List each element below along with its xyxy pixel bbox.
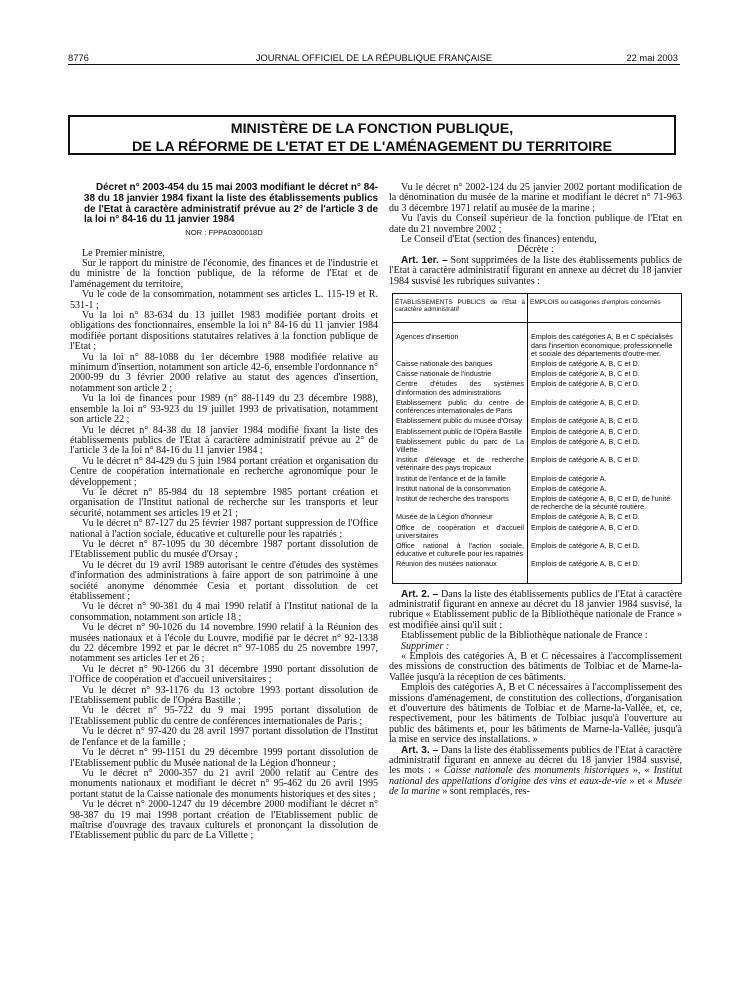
ministry-line-1: MINISTÈRE DE LA FONCTION PUBLIQUE, bbox=[230, 121, 514, 137]
article-2-supprimer: Supprimer : bbox=[401, 640, 450, 652]
table-row bbox=[393, 559, 682, 583]
body-paragraph: Vu le décret n° 84-38 du 18 janvier 1984 modifié fixant la liste des établissements publics de l'Etat à caractère administratif prévue au 2° de l'article 3 de la loi n° 84-16 du 11 janvier 1984 ; bbox=[70, 424, 378, 457]
establishment-cell: Institut d'élevage et de recherche vétérinaire des pays tropicaux bbox=[393, 455, 528, 473]
article-3-text-end: » sont remplacés, res- bbox=[442, 786, 530, 798]
article-2-quote-1: « Emplois des catégories A, B et C nécessaires à l'accomplissement des missions de construction des bâtiments de Tolbiac et de Marne-la-Vallée jusqu'à la réception de ces bâtiments. bbox=[389, 650, 682, 683]
body-paragraph: Vu le décret n° 95-722 du 9 mai 1995 portant dissolution de l'Etablissement public du centre de conférences internationales de Paris ; bbox=[70, 705, 378, 727]
jobs-cell: Emplois de catégorie A. bbox=[528, 484, 682, 494]
body-paragraph: Vu le décret n° 99-1151 du 29 décembre 1999 portant dissolution de l'Etablissement public du Musée national de la Légion d'honneur ; bbox=[70, 747, 378, 769]
header-rule bbox=[68, 64, 680, 65]
table-row bbox=[393, 379, 682, 397]
page-number: 8776 bbox=[68, 52, 89, 63]
body-paragraph: Le Premier ministre, bbox=[82, 247, 165, 259]
left-column bbox=[70, 183, 378, 842]
body-paragraph: Vu le décret n° 87-1095 du 30 décembre 1987 portant dissolution de l'Etablissement public du musée d'Orsay ; bbox=[70, 538, 378, 561]
table-row bbox=[393, 541, 682, 559]
jobs-cell: Emplois de catégorie A, B, C et D. bbox=[528, 427, 682, 437]
body-paragraph: Vu le décret n° 90-1026 du 14 novembre 1990 relatif à la Réunion des musées nationaux et à l'école du Louvre, modifié par le décret n° 92-1338 du 22 décembre 1992 et par le décret n° 97-1085 du 25 novembre 1997, notamment ses articles 1er et 26 ; bbox=[70, 622, 378, 665]
establishment-cell: Caisse nationale de l'industrie bbox=[393, 369, 528, 379]
table-row bbox=[393, 359, 682, 369]
establishment-cell: Etablissement public de l'Opéra Bastille bbox=[393, 427, 528, 437]
jobs-cell: Emplois de catégorie A, B, C et D. bbox=[528, 455, 682, 473]
jobs-cell: Emplois de catégorie A, B, C et D. bbox=[528, 379, 682, 397]
nor-reference: NOR : FPPA0300018D bbox=[185, 228, 263, 238]
article-3-label: Art. 3. – bbox=[401, 744, 439, 756]
table-row bbox=[393, 416, 682, 426]
body-paragraph: Vu le décret n° 84-429 du 5 juin 1984 portant création et organisation du Centre de coopération internationale en recherche agronomique pour le développement ; bbox=[70, 455, 378, 488]
article-3-italic-3: Musée de la marine bbox=[389, 775, 683, 798]
body-paragraph: Vu le décret du 19 avril 1989 autorisant le centre d'études des systèmes d'information des administrations à faire apport de son patrimoine à une société anonyme dénommée Cesia et portant dissolution de cet établissement ; bbox=[70, 559, 378, 602]
body-paragraph: Vu l'avis du Conseil supérieur de la fonction publique de l'Etat en date du 21 novembre 2002 ; bbox=[389, 213, 682, 235]
establishment-cell: Institut de l'enfance et de la famille bbox=[393, 474, 528, 484]
body-paragraph: Vu la loi de finances pour 1989 (n° 88-1149 du 23 décembre 1988), ensemble la loi n° 93-923 du 19 juillet 1993 de privatisation, notamment son article 22 ; bbox=[70, 393, 378, 426]
jobs-cell: Emplois de catégorie A, B, C et D. bbox=[528, 369, 682, 379]
body-paragraph: Vu le décret n° 2000-1247 du 19 décembre 2000 modifiant le décret n° 98-387 du 19 mai 1998 portant création de l'Etablissement public de maîtrise d'ouvrage des travaux culturels et prononçant la dissolution de l'Etablissement public du parc de La Villette ; bbox=[70, 799, 378, 842]
jobs-cell: Emplois de catégorie A, B, C et D. bbox=[528, 398, 682, 416]
body-paragraph: Vu le décret n° 87-127 du 25 février 1987 portant suppression de l'Office national à l'action sociale, éducative et culturelle pour les rapatriés ; bbox=[70, 518, 378, 540]
article-3 bbox=[389, 746, 682, 798]
table-row bbox=[393, 398, 682, 416]
table-row bbox=[393, 494, 682, 512]
jobs-cell: Emplois de catégorie A, B, C et D. bbox=[528, 437, 682, 455]
establishment-cell: Agences d'insertion bbox=[393, 323, 528, 359]
table-header-jobs: EMPLOIS ou catégories d'emplois concernés bbox=[528, 294, 682, 323]
article-3-mid-2: » et « bbox=[629, 775, 653, 787]
journal-title: JOURNAL OFFICIEL DE LA RÉPUBLIQUE FRANÇAISE bbox=[255, 52, 493, 63]
establishment-cell: Musée de la Légion d'honneur bbox=[393, 512, 528, 522]
body-paragraph: Vu la loi n° 88-1088 du 1er décembre 1988 modifiée relative au minimum d'insertion, notamment son article 42-6, ensemble l'ordonnance n° 2000-99 du 3 février 2000 relative au statut des agences d'insertion, notamment son article 2 ; bbox=[70, 351, 378, 394]
decree-title: Décret n° 2003-454 du 15 mai 2003 modifiant le décret n° 84-38 du 18 janvier 1984 fixant la liste des établissements publics de l'Etat à caractère administratif prévue au 2° de l'article 3 de la loi n° 84-16 du 11 janvier 1984 bbox=[84, 182, 378, 226]
article-2-quote-2: Emplois des catégories A, B et C nécessaires à l'accomplissement des missions d'aménagement, de constitution des collections, d'organisation et d'ouverture des bâtiments de Tolbiac et de Marne-la-Vallée, et, ce, respectivement, pour les bâtiments de Tolbiac jusqu'à l'ouverture au public des bâtiments et, pour les bâtiments de Marne-la-Vallée, jusqu'à la mise en service des installations. » bbox=[389, 682, 682, 746]
establishment-cell: Centre d'études des systèmes d'information des administrations bbox=[393, 379, 528, 397]
jobs-cell: Emplois de catégorie A, B, C et D. bbox=[528, 541, 682, 559]
article-3-text-start: Dans la liste des établissements publics de l'Etat à caractère administratif figurant en annexe au décret du 18 janvier 1984 susvisé, les mots : « bbox=[389, 744, 683, 777]
jobs-cell: Emplois des catégories A, B et C spécialisés dans l'insertion économique, professionnelle et sociale des départements d'outre-mer. bbox=[528, 323, 682, 359]
table-row bbox=[393, 323, 682, 359]
table-row bbox=[393, 523, 682, 541]
right-column bbox=[389, 183, 682, 798]
table-row bbox=[393, 455, 682, 473]
article-2-label: Art. 2. – bbox=[401, 588, 439, 600]
establishment-cell: Etablissement public du parc de La Villette bbox=[393, 437, 528, 455]
ministry-banner bbox=[68, 115, 676, 155]
body-paragraph: Vu le décret n° 90-381 du 4 mai 1990 relatif à l'Institut national de la consommation, notamment son article 18 ; bbox=[70, 601, 378, 623]
jobs-cell: Emplois de catégorie A, B, C et D. bbox=[528, 359, 682, 369]
left-paragraphs bbox=[70, 249, 378, 842]
issue-date: 22 mai 2003 bbox=[626, 52, 678, 63]
establishment-cell: Etablissement public du musée d'Orsay bbox=[393, 416, 528, 426]
article-2-text: Dans la liste des établissements publics de l'Etat à caractère administratif figurant en annexe au décret du 18 janvier 1984 susvisé, la rubrique « Etablissement public de la Bibliothèque nationale de France » est modifiée ainsi qu'il suit : bbox=[389, 588, 683, 631]
table-row bbox=[393, 369, 682, 379]
article-1 bbox=[389, 256, 682, 287]
establishment-cell: Institut national de la consommation bbox=[393, 484, 528, 494]
jobs-cell: Emplois de catégorie A. bbox=[528, 474, 682, 484]
ministry-line-2: DE LA RÉFORME DE L'ETAT ET DE L'AMÉNAGEMENT DU TERRITOIRE bbox=[132, 139, 612, 155]
jobs-cell: Emplois de catégorie A, B, C et D. bbox=[528, 512, 682, 522]
table-row bbox=[393, 437, 682, 455]
jobs-cell: Emplois de catégorie A, B, C et D, de l'unité de recherche de la sécurité routière. bbox=[528, 494, 682, 512]
article-2-sub: Etablissement public de la Bibliothèque nationale de France : bbox=[401, 630, 648, 642]
body-paragraph: Vu le décret n° 2002-124 du 25 janvier 2002 portant modification de la dénomination du musée de la marine et modifiant le décret n° 71-963 du 3 décembre 1971 relatif au musée de la marine ; bbox=[389, 182, 682, 214]
body-paragraph: Vu le code de la consommation, notamment ses articles L. 115-19 et R. 531-1 ; bbox=[70, 289, 378, 311]
establishment-cell: Réunion des musées nationaux bbox=[393, 559, 528, 583]
article-1-text: Sont supprimées de la liste des établissements publics de l'Etat à caractère administratif figurant en annexe au décret du 18 janvier 1984 susvisé les rubriques suivantes : bbox=[389, 254, 683, 287]
establishment-cell: Etablissement public du centre de conférences internationales de Paris bbox=[393, 398, 528, 416]
article-2 bbox=[389, 590, 682, 632]
decrete-line: Décrète : bbox=[517, 244, 554, 256]
body-paragraph: Vu le décret n° 93-1176 du 13 octobre 1993 portant dissolution de l'Etablissement public de l'Opéra Bastille ; bbox=[70, 684, 378, 707]
article-3-italic-1: Caisse nationale des monuments historiques bbox=[443, 765, 629, 777]
jobs-cell: Emplois de catégorie A, B, C et D. bbox=[528, 523, 682, 541]
body-paragraph: Vu le décret n° 90-1266 du 31 décembre 1990 portant dissolution de l'Office de coopération et d'accueil universitaires ; bbox=[70, 663, 378, 686]
table-header-establishments: ÉTABLISSEMENTS PUBLICS de l'Etat à caractère administratif bbox=[393, 294, 528, 323]
body-paragraph: Vu le décret n° 2000-357 du 21 avril 2000 relatif au Centre des monuments nationaux et modifiant le décret n° 95-462 du 26 avril 1995 portant statut de la Caisse nationale des monuments historiques et des sites ; bbox=[70, 767, 378, 800]
establishment-cell: Office de coopération et d'accueil universitaires bbox=[393, 523, 528, 541]
establishment-cell: Caisse nationale des banques bbox=[393, 359, 528, 369]
table-row bbox=[393, 484, 682, 494]
jobs-cell: Emplois de catégorie A, B, C et D. bbox=[528, 559, 682, 583]
table-header-row bbox=[393, 294, 682, 323]
establishment-cell: Office national à l'action sociale, éducative et culturelle pour les rapatriés bbox=[393, 541, 528, 559]
establishment-cell: Institut de recherche des transports bbox=[393, 494, 528, 512]
table-row bbox=[393, 512, 682, 522]
table-body bbox=[393, 323, 682, 583]
body-paragraph: Sur le rapport du ministre de l'économie, des finances et de l'industrie et du ministre de la fonction publique, de la réforme de l'Etat et de l'aménagement du territoire, bbox=[70, 258, 378, 290]
table-row bbox=[393, 474, 682, 484]
article-3-italic-2: Institut national des appellations d'origine des vins et eaux-de-vie bbox=[389, 765, 683, 787]
article-1-label: Art. 1er. – bbox=[401, 254, 448, 266]
body-paragraph: Le Conseil d'Etat (section des finances) entendu, bbox=[401, 234, 597, 246]
article-3-mid-1: », « bbox=[632, 765, 650, 777]
body-paragraph: Vu le décret n° 97-420 du 28 avril 1997 portant dissolution de l'Institut de l'enfance et de la famille ; bbox=[70, 726, 378, 748]
right-paragraphs bbox=[389, 183, 682, 245]
jobs-cell: Emplois de catégorie A, B, C et D. bbox=[528, 416, 682, 426]
body-paragraph: Vu le décret n° 85-984 du 18 septembre 1985 portant création et organisation de l'Institut national de recherche sur les transports et leur sécurité, notamment ses articles 19 et 21 ; bbox=[70, 486, 378, 519]
body-paragraph: Vu la loi n° 83-634 du 13 juillet 1983 modifiée portant droits et obligations des fonctionnaires, ensemble la loi n° 84-16 du 11 janvier 1984 modifiée portant dispositions statutaires relatives à la fonction publique de l'Etat ; bbox=[70, 310, 378, 353]
table-row bbox=[393, 427, 682, 437]
establishments-table bbox=[392, 293, 682, 583]
